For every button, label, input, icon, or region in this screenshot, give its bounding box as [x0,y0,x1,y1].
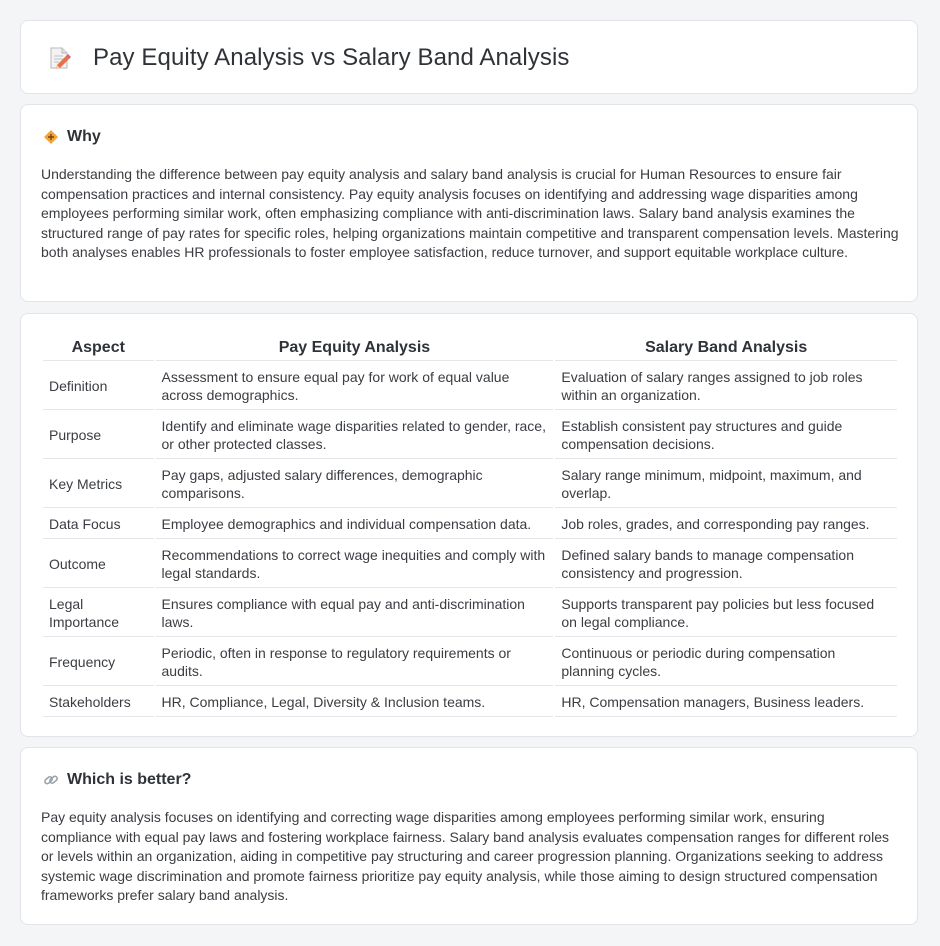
table-header-row [43,336,897,361]
comparison-table [41,334,899,719]
row-aspect: Stakeholders [43,688,154,717]
row-band: Job roles, grades, and corresponding pay ranges. [555,510,897,539]
table-row [43,590,897,637]
row-band: Evaluation of salary ranges assigned to job roles within an organization. [555,363,897,410]
row-equity: Identify and eliminate wage disparities related to gender, race, or other protected classes. [156,412,554,459]
row-aspect: Data Focus [43,510,154,539]
row-band: Defined salary bands to manage compensation consistency and progression. [555,541,897,588]
table-row [43,363,897,410]
table-row [43,688,897,717]
row-equity: Assessment to ensure equal pay for work of equal value across demographics. [156,363,554,410]
row-aspect: Frequency [43,639,154,686]
header-aspect: Aspect [43,336,154,361]
row-band: Establish consistent pay structures and guide compensation decisions. [555,412,897,459]
table-row [43,412,897,459]
row-equity: Recommendations to correct wage inequities and comply with legal standards. [156,541,554,588]
title-row [45,41,570,75]
table-row [43,639,897,686]
why-text: Understanding the difference between pay equity analysis and salary band analysis is crucial for Human Resources to ensure fair compensation practices and internal consistency. Pay equity analysis focuses on identifying and addressing wage disparities among employees performing similar work, often emphasizing compliance with anti-discrimination laws. Salary band analysis examines the structured range of pay rates for specific roles, helping organizations maintain competitive and transparent compensation levels. Mastering both analyses enables HR professionals to foster employee satisfaction, reduce turnover, and support equitable workplace culture. [41,166,899,260]
why-heading-row [43,128,101,146]
row-band: Continuous or periodic during compensation planning cycles. [555,639,897,686]
row-aspect: Outcome [43,541,154,588]
row-equity: Pay gaps, adjusted salary differences, demographic comparisons. [156,461,554,508]
row-equity: Employee demographics and individual compensation data. [156,510,554,539]
row-aspect: Definition [43,363,154,410]
row-aspect: Legal Importance [43,590,154,637]
link-icon [43,772,59,788]
table-row [43,510,897,539]
page-title: Pay Equity Analysis vs Salary Band Analysis [93,44,570,71]
which-better-card [20,747,918,925]
title-card [20,20,918,94]
diamond-warning-icon [43,129,59,145]
row-band: Supports transparent pay policies but less focused on legal compliance. [555,590,897,637]
why-card [20,104,918,302]
row-equity: Ensures compliance with equal pay and anti-discrimination laws. [156,590,554,637]
header-salary-band: Salary Band Analysis [555,336,897,361]
table-row [43,461,897,508]
comparison-card [20,313,918,737]
row-aspect: Key Metrics [43,461,154,508]
better-text: Pay equity analysis focuses on identifying and correcting wage disparities among employees performing similar work, ensuring compliance with equal pay laws and fostering workplace fairness. Salary band analysis evaluates compensation ranges for different roles or levels within an organization, aiding in competitive pay structuring and career progression planning. Organizations seeking to address systemic wage discrimination and promote fairness prioritize pay equity analysis, while those aiming to design structured compensation frameworks prefer salary band analysis. [41,809,889,903]
memo-pencil-icon [45,44,73,72]
header-pay-equity: Pay Equity Analysis [156,336,554,361]
better-heading: Which is better? [67,771,192,788]
table-row [43,541,897,588]
row-equity: HR, Compliance, Legal, Diversity & Inclusion teams. [156,688,554,717]
row-equity: Periodic, often in response to regulatory requirements or audits. [156,639,554,686]
row-band: HR, Compensation managers, Business leaders. [555,688,897,717]
why-heading: Why [67,128,101,145]
better-heading-row [43,771,191,789]
row-aspect: Purpose [43,412,154,459]
row-band: Salary range minimum, midpoint, maximum, and overlap. [555,461,897,508]
